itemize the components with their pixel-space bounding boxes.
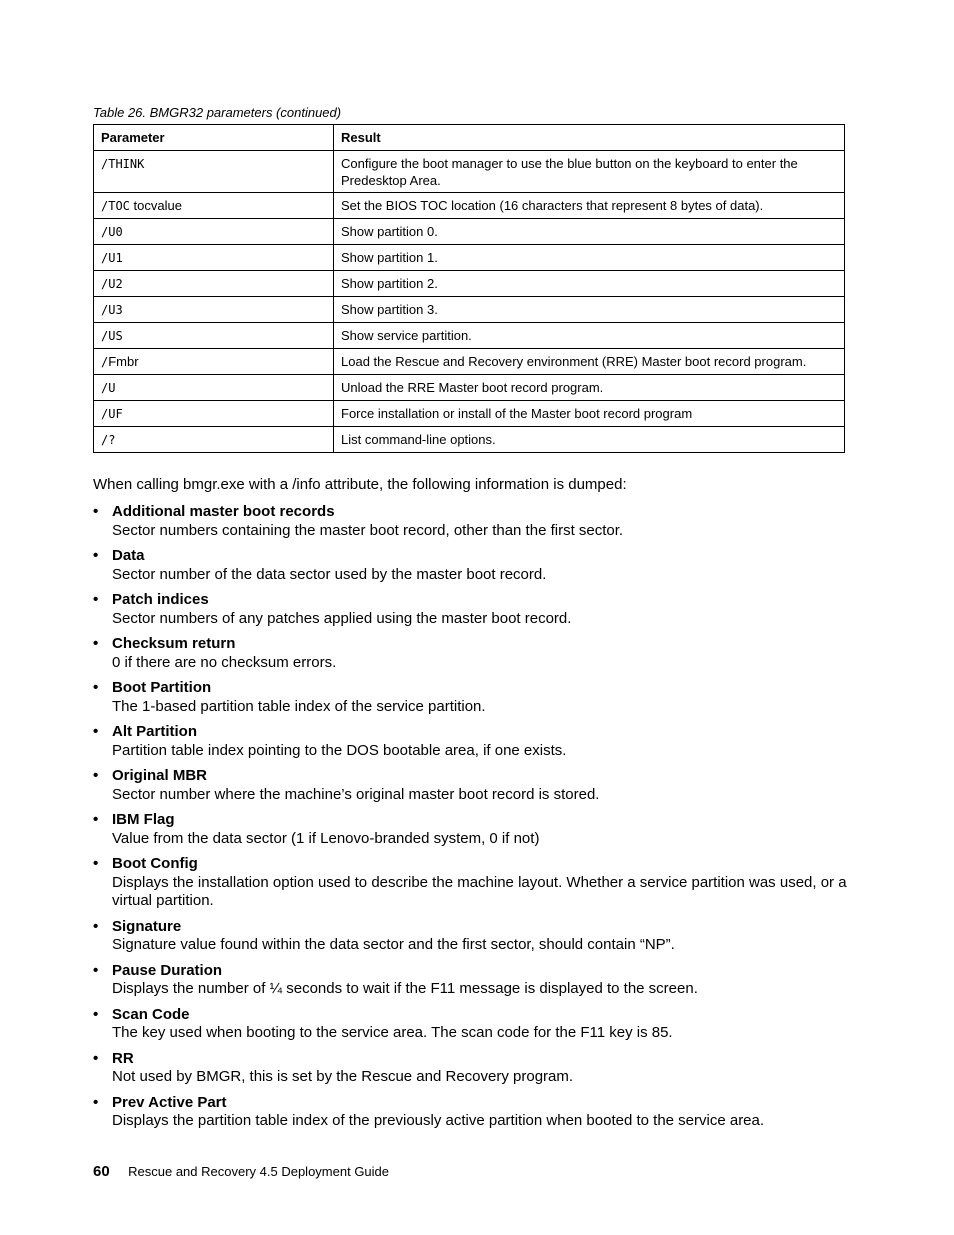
bullet-icon: •	[93, 855, 99, 872]
table-row	[94, 193, 845, 219]
parameter-cell	[94, 401, 334, 427]
list-item	[93, 1006, 853, 1043]
table-row	[94, 427, 845, 453]
field-description: Not used by BMGR, this is set by the Rescue and Recovery program.	[112, 1068, 574, 1085]
parameter-cell	[94, 245, 334, 271]
field-description: Sector number of the data sector used by the master boot record.	[112, 565, 547, 583]
table-row	[94, 349, 845, 375]
result-cell: Show partition 2.	[334, 271, 845, 297]
list-item	[93, 635, 853, 672]
table-row	[94, 375, 845, 401]
list-item	[93, 547, 853, 584]
list-item	[93, 962, 853, 999]
parameter-cell	[94, 151, 334, 193]
field-term: Additional master boot records	[112, 503, 335, 520]
result-cell: Show service partition.	[334, 323, 845, 349]
field-description: Signature value found within the data sector and the first sector, should contain “NP”.	[112, 936, 675, 953]
field-term: Boot Config	[112, 855, 198, 872]
parameter-switch: /?	[101, 433, 116, 447]
parameter-cell	[94, 271, 334, 297]
field-description: Displays the installation option used to describe the machine layout. Whether a service partition was used, or a virtual partition.	[112, 873, 847, 909]
list-item	[93, 1050, 853, 1087]
bullet-icon: •	[93, 679, 99, 696]
bullet-icon: •	[93, 917, 99, 935]
list-item	[93, 503, 853, 540]
result-cell: List command-line options.	[334, 427, 845, 453]
field-description: Displays the number of ¼ seconds to wait if the F11 message is displayed to the screen.	[112, 980, 698, 997]
field-term: Checksum return	[112, 635, 236, 652]
parameter-switch: /UF	[101, 407, 123, 421]
table-header-row	[94, 125, 845, 151]
field-description: Displays the partition table index of the previously active partition when booted to the service area.	[112, 1112, 765, 1129]
table-body	[94, 151, 845, 453]
bullet-icon: •	[93, 767, 99, 784]
parameter-argument: Fmbr	[108, 354, 139, 369]
result-cell: Unload the RRE Master boot record program.	[334, 375, 845, 401]
parameter-argument: tocvalue	[129, 198, 182, 213]
bullet-icon: •	[93, 1049, 99, 1067]
bullet-icon: •	[93, 811, 99, 828]
parameter-cell	[94, 193, 334, 219]
parameter-cell	[94, 349, 334, 375]
field-description: The 1-based partition table index of the service partition.	[112, 697, 486, 715]
column-header-result: Result	[334, 125, 845, 151]
result-cell: Show partition 1.	[334, 245, 845, 271]
parameter-switch: /	[101, 355, 109, 369]
parameter-switch: /THINK	[101, 157, 145, 171]
field-term: Signature	[112, 917, 182, 935]
parameter-switch: /U0	[101, 225, 123, 239]
field-term: Data	[112, 547, 145, 564]
result-cell: Load the Rescue and Recovery environment (RRE) Master boot record program.	[334, 349, 845, 375]
table-row	[94, 323, 845, 349]
list-item	[93, 811, 853, 848]
list-item	[93, 679, 853, 716]
field-description: 0 if there are no checksum errors.	[112, 653, 337, 671]
parameter-switch: /U	[101, 381, 116, 395]
field-description: Partition table index pointing to the DOS bootable area, if one exists.	[112, 741, 567, 759]
field-description: Sector number where the machine’s original master boot record is stored.	[112, 785, 600, 803]
field-term: Scan Code	[112, 1005, 190, 1023]
table-row	[94, 151, 845, 193]
table-caption: Table 26. BMGR32 parameters (continued)	[93, 105, 342, 120]
parameter-switch: /U1	[101, 251, 123, 265]
table-row	[94, 401, 845, 427]
list-item	[93, 767, 853, 804]
table-row	[94, 245, 845, 271]
result-cell: Configure the boot manager to use the blue button on the keyboard to enter the Predesktop Area.	[334, 151, 845, 193]
bullet-icon: •	[93, 503, 99, 520]
parameter-cell	[94, 219, 334, 245]
parameter-switch: /US	[101, 329, 123, 343]
bullet-icon: •	[93, 961, 99, 979]
list-item	[93, 723, 853, 760]
list-item	[93, 855, 853, 911]
intro-paragraph: When calling bmgr.exe with a /info attribute, the following information is dumped:	[93, 476, 627, 493]
field-description: Value from the data sector (1 if Lenovo-branded system, 0 if not)	[112, 829, 540, 847]
bullet-icon: •	[93, 635, 99, 652]
result-cell: Show partition 0.	[334, 219, 845, 245]
field-term: Pause Duration	[112, 961, 223, 979]
parameter-switch: /U3	[101, 303, 123, 317]
field-term: Boot Partition	[112, 679, 212, 696]
table-row	[94, 219, 845, 245]
parameter-cell	[94, 375, 334, 401]
bullet-icon: •	[93, 547, 99, 564]
info-fields-list	[93, 503, 853, 1138]
bullet-icon: •	[93, 591, 99, 608]
parameter-switch: /TOC	[101, 199, 130, 213]
bullet-icon: •	[93, 1093, 99, 1111]
field-term: Alt Partition	[112, 723, 197, 740]
bullet-icon: •	[93, 723, 99, 740]
list-item	[93, 1094, 853, 1131]
field-term: RR	[112, 1049, 134, 1067]
list-item	[93, 591, 853, 628]
result-cell: Force installation or install of the Master boot record program	[334, 401, 845, 427]
field-description: Sector numbers of any patches applied using the master boot record.	[112, 609, 572, 627]
parameters-table	[93, 124, 845, 453]
field-term: Patch indices	[112, 591, 209, 608]
list-item	[93, 918, 853, 955]
table-row	[94, 297, 845, 323]
parameter-cell	[94, 297, 334, 323]
field-term: Prev Active Part	[112, 1093, 227, 1111]
column-header-parameter: Parameter	[94, 125, 334, 151]
result-cell: Show partition 3.	[334, 297, 845, 323]
parameter-switch: /U2	[101, 277, 123, 291]
page-number: 60	[93, 1163, 110, 1180]
table-row	[94, 271, 845, 297]
document-title: Rescue and Recovery 4.5 Deployment Guide	[128, 1164, 390, 1179]
parameter-cell	[94, 427, 334, 453]
field-description: The key used when booting to the service area. The scan code for the F11 key is 85.	[112, 1024, 673, 1041]
field-term: Original MBR	[112, 767, 208, 784]
parameter-cell	[94, 323, 334, 349]
result-cell: Set the BIOS TOC location (16 characters that represent 8 bytes of data).	[334, 193, 845, 219]
page-footer	[93, 1163, 389, 1181]
field-description: Sector numbers containing the master boot record, other than the first sector.	[112, 521, 624, 539]
field-term: IBM Flag	[112, 811, 175, 828]
bullet-icon: •	[93, 1005, 99, 1023]
